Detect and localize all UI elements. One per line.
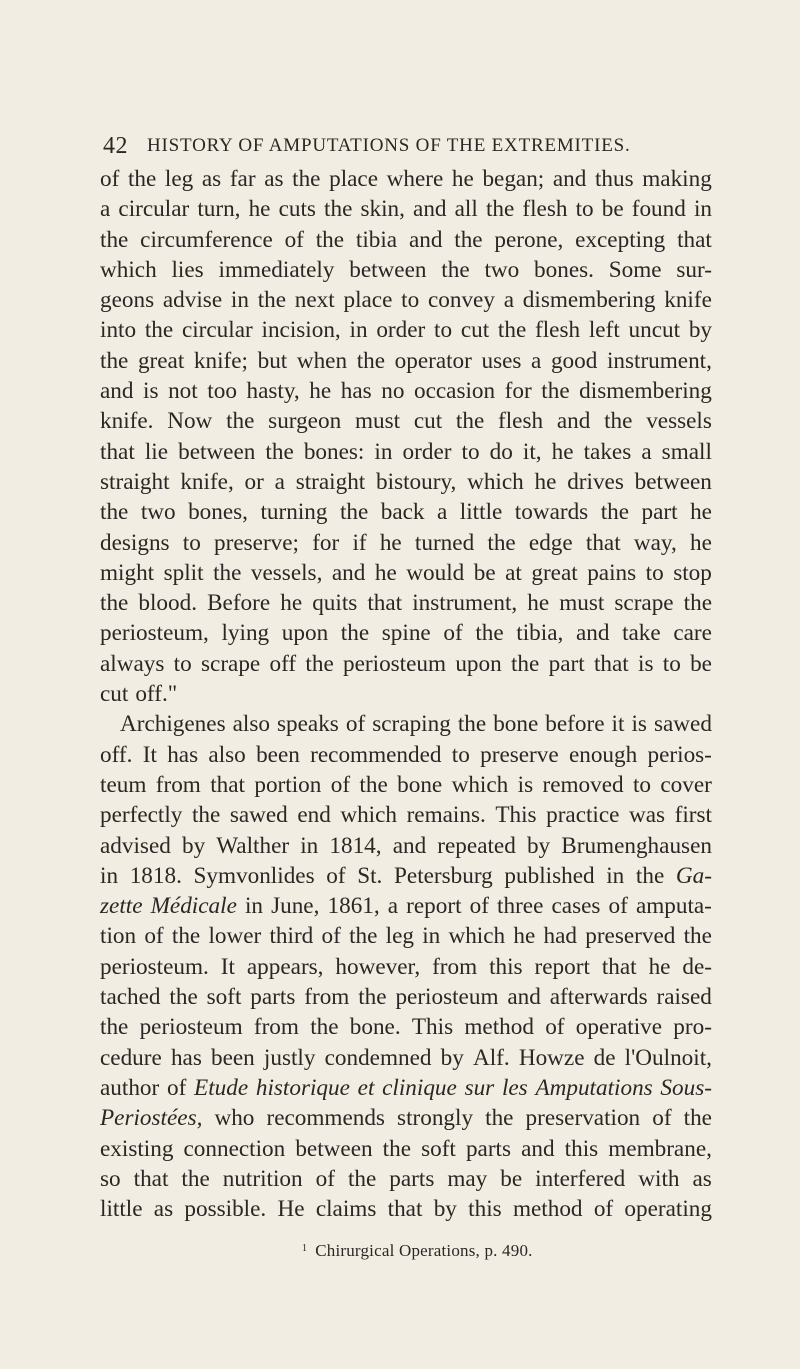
text-line: the circumference of the tibia and the perone, excepting that (100, 226, 712, 253)
text-line: cedure has been justly condemned by Alf. Howze de l'Oulnoit, (100, 1044, 712, 1071)
text-line: periosteum, lying upon the spine of the tibia, and take care (100, 620, 712, 647)
text-line: into the circular incision, in order to cut the flesh left uncut by (100, 317, 712, 344)
text-line: the great knife; but when the operator uses a good instrument, (100, 347, 712, 374)
text-line: straight knife, or a straight bistoury, which he drives between (100, 468, 712, 495)
text-line: designs to preserve; for if he turned the edge that way, he (100, 529, 712, 556)
text-line: author of Etude historique et clinique sur les Amputations Sous- (100, 1074, 712, 1101)
running-head: HISTORY OF AMPUTATIONS OF THE EXTREMITIES. (147, 135, 631, 156)
footnote (302, 1241, 533, 1261)
page-number: 42 (103, 133, 128, 159)
text-line: tached the soft parts from the periosteum and afterwards raised (100, 984, 712, 1011)
text-line: little as possible. He claims that by this method of operating (100, 1196, 712, 1223)
text-line: the two bones, turning the back a little towards the part he (100, 499, 712, 526)
text-line: tion of the lower third of the leg in which he had preserved the (100, 923, 712, 950)
text-line: of the leg as far as the place where he began; and thus making (100, 166, 712, 192)
text-line: the blood. Before he quits that instrument, he must scrape the (100, 590, 712, 617)
text-line: which lies immediately between the two bones. Some sur- (100, 256, 712, 283)
text-line: Periostées, who recommends strongly the preservation of the (100, 1105, 712, 1132)
text-line: advised by Walther in 1814, and repeated by Brumenghausen (100, 832, 712, 859)
text-line: the periosteum from the bone. This method of operative pro- (100, 1014, 712, 1041)
text-line: that lie between the bones: in order to do it, he takes a small (100, 438, 712, 465)
text-line: off. It has also been recommended to preserve enough perios- (100, 741, 712, 768)
text-line: perfectly the sawed end which remains. This practice was first (100, 802, 712, 829)
text-line: in 1818. Symvonlides of St. Petersburg published in the Ga- (100, 862, 712, 889)
text-line: a circular turn, he cuts the skin, and all the flesh to be found in (100, 196, 712, 223)
text-line: might split the vessels, and he would be at great pains to stop (100, 559, 712, 586)
footnote-marker: 1 (302, 1243, 308, 1254)
text-line: Archigenes also speaks of scraping the bone before it is sawed (120, 711, 712, 738)
text-line: existing connection between the soft parts and this membrane, (100, 1135, 712, 1162)
body-text (100, 164, 712, 1224)
text-line: always to scrape off the periosteum upon the part that is to be (100, 650, 712, 677)
text-line: knife. Now the surgeon must cut the flesh and the vessels (100, 408, 712, 435)
text-line: and is not too hasty, he has no occasion for the dismembering (100, 378, 712, 405)
text-line: so that the nutrition of the parts may be interfered with as (100, 1165, 712, 1192)
footnote-text: Chirurgical Operations, p. 490. (315, 1241, 533, 1260)
text-line: cut off." (100, 681, 178, 708)
text-line: teum from that portion of the bone which is removed to cover (100, 771, 712, 798)
text-line: periosteum. It appears, however, from this report that he de- (100, 953, 712, 980)
text-line: geons advise in the next place to convey a dismembering knife (100, 287, 712, 314)
text-line: zette Médicale in June, 1861, a report of three cases of amputa- (100, 893, 712, 920)
